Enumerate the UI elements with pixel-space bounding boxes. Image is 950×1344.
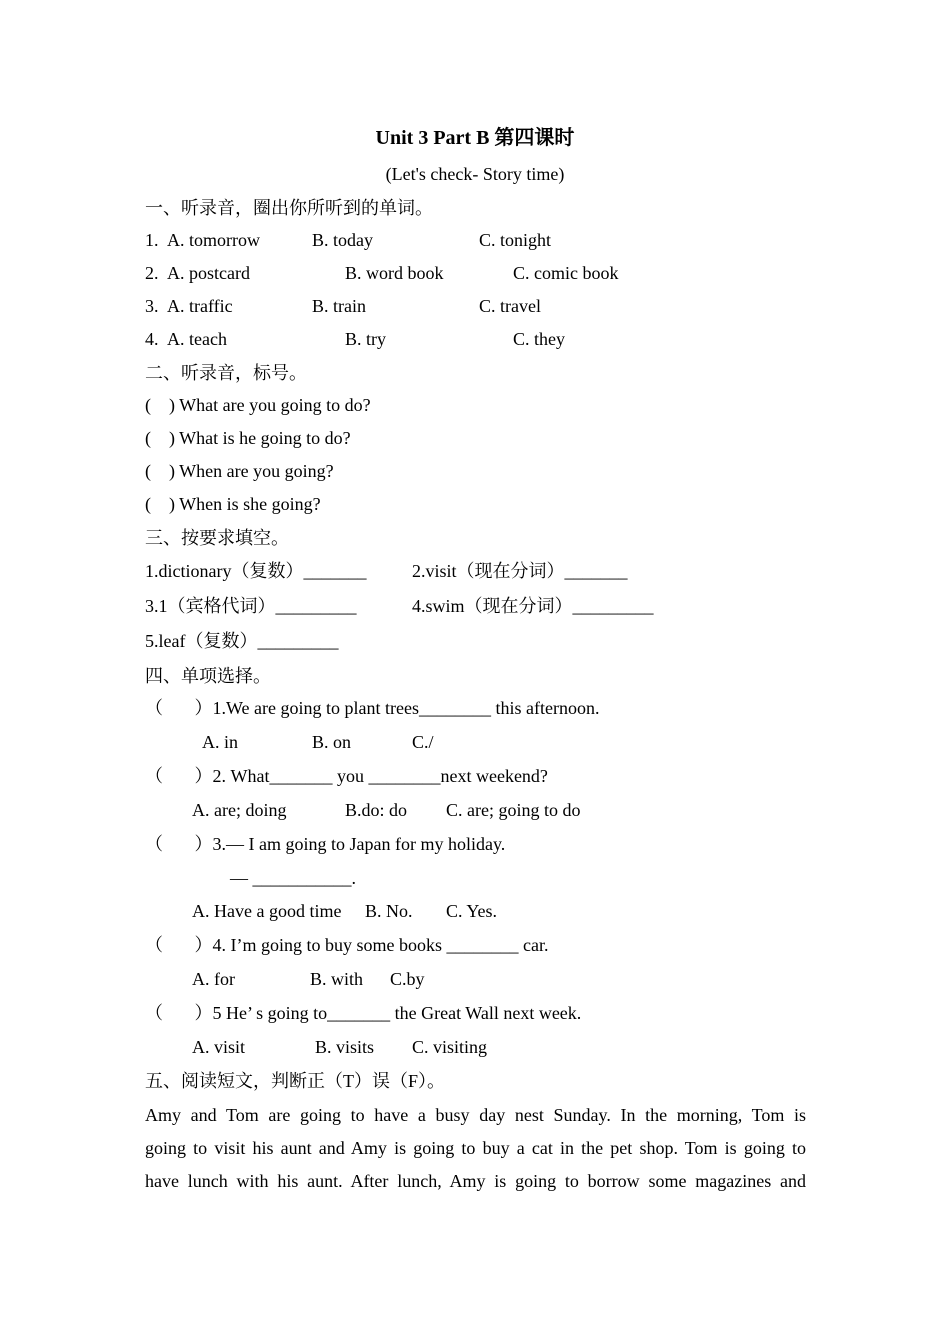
option-b: B. No. [365, 901, 413, 921]
item-number: 4. [145, 329, 159, 349]
option-a: A. are; doing [192, 800, 287, 820]
option-c: C. are; going to do [446, 800, 581, 820]
section4-heading: 四、单项选择。 [145, 666, 271, 686]
option-b: B. visits [315, 1037, 375, 1057]
option-c: C. comic book [513, 263, 619, 283]
option-c: C. tonight [479, 230, 552, 250]
option-c: C./ [412, 732, 434, 752]
page-title: Unit 3 Part B 第四课时 [375, 127, 575, 149]
list-item: 4.swim（现在分词）_________ [412, 596, 654, 616]
question-stem: （ ）3.— I am going to Japan for my holiday. [145, 834, 506, 854]
option-a: A. teach [167, 329, 227, 349]
passage-line: have lunch with his aunt. After lunch, Amy is going to borrow some magazines and [145, 1171, 806, 1191]
option-a: A. in [202, 732, 238, 752]
section1-heading: 一、听录音，圈出你所听到的单词。 [145, 198, 433, 218]
option-a: A. tomorrow [167, 230, 260, 250]
option-b: B. on [312, 732, 352, 752]
option-a: A. postcard [167, 263, 250, 283]
item-number: 3. [145, 296, 159, 316]
page-subtitle: (Let's check- Story time) [385, 164, 565, 184]
option-b: B. with [310, 969, 364, 989]
option-c: C. visiting [412, 1037, 488, 1057]
option-c: C. they [513, 329, 565, 349]
list-item: 1.dictionary（复数）_______ [145, 561, 367, 581]
list-item: ( ) When are you going? [145, 461, 334, 481]
option-b: B. train [312, 296, 366, 316]
section3-heading: 三、按要求填空。 [145, 528, 289, 548]
list-item: ( ) What is he going to do? [145, 428, 351, 448]
question-stem: （ ）4. I’m going to buy some books ________ car. [145, 935, 549, 955]
option-a: A. for [192, 969, 235, 989]
list-item: ( ) What are you going to do? [145, 395, 371, 415]
question-stem: （ ）2. What_______ you ________next weekend? [145, 766, 548, 786]
item-number: 2. [145, 263, 159, 283]
option-a: A. Have a good time [192, 901, 342, 921]
passage-line: Amy and Tom are going to have a busy day nest Sunday. In the morning, Tom is [145, 1105, 806, 1125]
list-item: 5.leaf（复数）_________ [145, 631, 339, 651]
list-item: 2.visit（现在分词）_______ [412, 561, 628, 581]
passage-line: going to visit his aunt and Amy is going to buy a cat in the pet shop. Tom is going to [145, 1138, 806, 1158]
option-a: A. traffic [167, 296, 233, 316]
option-a: A. visit [192, 1037, 246, 1057]
question-reply: — ___________. [230, 868, 356, 888]
section5-heading: 五、阅读短文，判断正（T）误（F）。 [145, 1071, 446, 1091]
option-b: B.do: do [345, 800, 408, 820]
section2-heading: 二、听录音，标号。 [145, 363, 307, 383]
option-b: B. try [345, 329, 387, 349]
item-number: 1. [145, 230, 159, 250]
list-item: 3.1（宾格代词）_________ [145, 596, 357, 616]
option-c: C. travel [479, 296, 541, 316]
question-stem: （ ）5 He’ s going to_______ the Great Wall next week. [145, 1003, 582, 1023]
option-c: C. Yes. [446, 901, 498, 921]
question-stem: （ ）1.We are going to plant trees________ this afternoon. [145, 698, 600, 718]
option-b: B. today [312, 230, 373, 250]
list-item: ( ) When is she going? [145, 494, 321, 514]
option-c: C.by [390, 969, 425, 989]
option-b: B. word book [345, 263, 444, 283]
